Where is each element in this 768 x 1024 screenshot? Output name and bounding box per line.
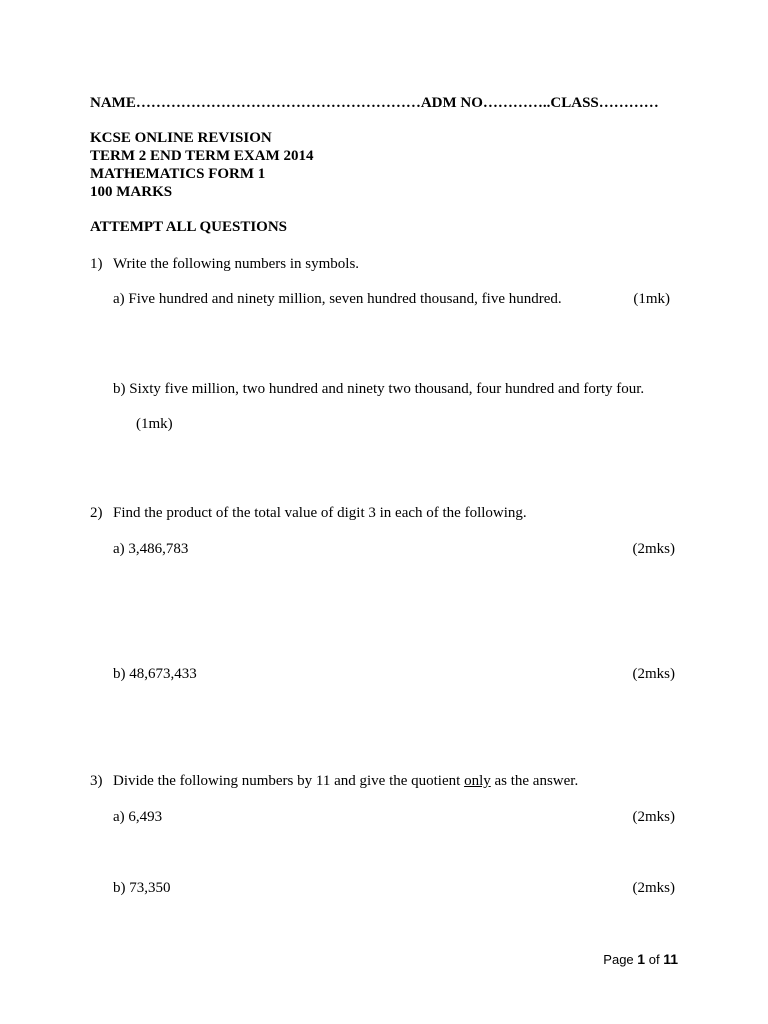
name-adm-class-line: NAME…………………………………………………ADM NO…………..CLASS…………	[90, 95, 659, 111]
question-2b-marks: (2mks)	[632, 666, 675, 682]
page-footer	[603, 951, 678, 967]
question-1a-text: a) Five hundred and ninety million, seven hundred thousand, five hundred.	[113, 291, 562, 307]
question-1b-marks: (1mk)	[136, 416, 173, 432]
question-3a-text: a) 6,493	[113, 809, 163, 825]
question-3-text-before: Divide the following numbers by 11 and give the quotient	[113, 773, 465, 789]
question-3-text-after: as the answer.	[490, 773, 579, 789]
page-total: 11	[663, 951, 678, 967]
title-line-3: MATHEMATICS FORM 1	[90, 166, 266, 182]
question-2-number: 2)	[90, 505, 103, 521]
question-3b-marks: (2mks)	[632, 880, 675, 896]
question-2a-text: a) 3,486,783	[113, 541, 189, 557]
question-3-number: 3)	[90, 773, 103, 789]
title-line-2: TERM 2 END TERM EXAM 2014	[90, 148, 314, 164]
page-current: 1	[637, 951, 646, 967]
question-1-number: 1)	[90, 256, 103, 272]
instructions: ATTEMPT ALL QUESTIONS	[90, 219, 288, 235]
question-3-text-underlined: only	[464, 773, 491, 789]
page-label: Page	[603, 952, 634, 967]
question-2-text: Find the product of the total value of digit 3 in each of the following.	[113, 505, 527, 521]
of-label: of	[648, 952, 660, 967]
question-2a-marks: (2mks)	[632, 541, 675, 557]
question-1b-text: b) Sixty five million, two hundred and ninety two thousand, four hundred and forty four.	[113, 381, 645, 397]
question-1-text: Write the following numbers in symbols.	[113, 256, 360, 272]
title-line-1: KCSE ONLINE REVISION	[90, 130, 272, 146]
question-2b-text: b) 48,673,433	[113, 666, 197, 682]
question-3a-marks: (2mks)	[632, 809, 675, 825]
title-line-4: 100 MARKS	[90, 184, 173, 200]
question-3b-text: b) 73,350	[113, 880, 171, 896]
question-3-text	[113, 772, 578, 790]
question-1a-marks: (1mk)	[633, 291, 670, 307]
